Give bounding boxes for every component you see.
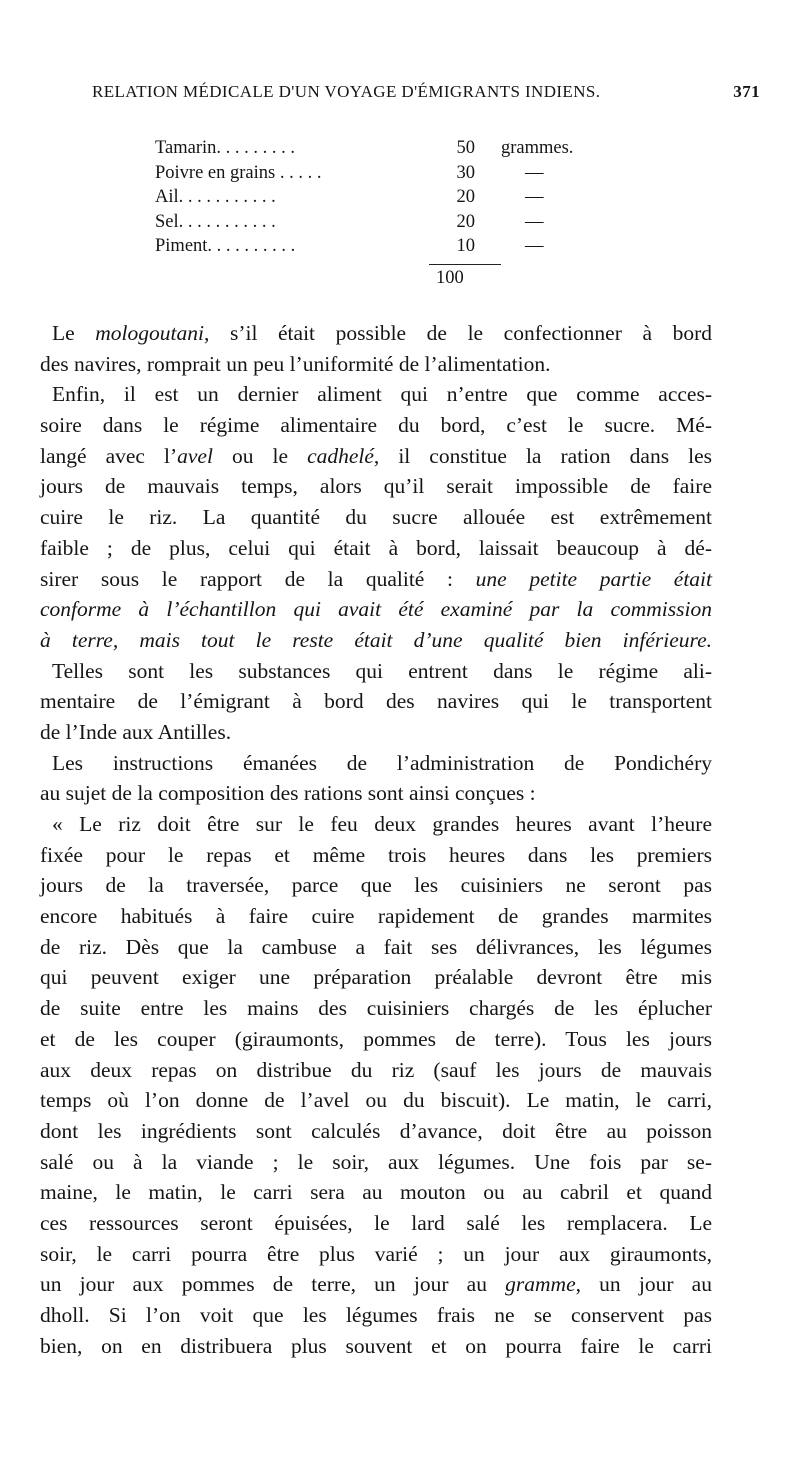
text-line: cuire le riz. La quantité du sucre allouée est extrêmement bbox=[40, 505, 712, 530]
ingredient-row bbox=[155, 161, 595, 186]
text-line: au sujet de la composition des rations sont ainsi conçues : bbox=[40, 781, 536, 806]
text-line: « Le riz doit être sur le feu deux grandes heures avant l’heure bbox=[52, 812, 712, 836]
ingredient-name: Sel. . . . . . . . . . . bbox=[155, 211, 276, 232]
ingredient-quantity: 30 bbox=[456, 162, 475, 183]
text-line: Le mologoutani, s’il était possible de le confectionner à bord bbox=[52, 321, 712, 345]
ingredient-row bbox=[155, 234, 595, 259]
ingredient-name: Piment. . . . . . . . . . bbox=[155, 236, 296, 256]
text-line: à terre, mais tout le reste était d’une qualité bien inférieure. bbox=[40, 627, 712, 652]
text-line: de riz. Dès que la cambuse a fait ses délivrances, les légumes bbox=[40, 934, 712, 959]
ingredient-name: Poivre en grains . . . . . bbox=[155, 162, 322, 183]
ingredient-unit: — bbox=[525, 187, 544, 207]
text-line: sirer sous le rapport de la qualité : une petite partie était bbox=[40, 566, 712, 591]
ingredient-row bbox=[155, 210, 595, 235]
running-title: RELATION MÉDICALE D'UN VOYAGE D'ÉMIGRANTS INDIENS. bbox=[92, 82, 601, 101]
ingredient-quantity: 20 bbox=[456, 211, 475, 232]
text-line: Enfin, il est un dernier aliment qui n’entre que comme acces- bbox=[52, 382, 712, 407]
ingredient-name: Tamarin. . . . . . . . . bbox=[155, 138, 295, 158]
text-line: soir, le carri pourra être plus varié ; un jour aux giraumonts, bbox=[40, 1241, 712, 1266]
total-value: 100 bbox=[436, 268, 464, 288]
ingredient-quantity: 10 bbox=[456, 236, 475, 256]
text-line: fixée pour le repas et même trois heures dans les premiers bbox=[40, 842, 712, 867]
text-line: qui peuvent exiger une préparation préalable devront être mis bbox=[40, 965, 712, 990]
ingredient-name: Ail. . . . . . . . . . . bbox=[155, 187, 276, 207]
text-line: Les instructions émanées de l’administration de Pondichéry bbox=[52, 750, 712, 775]
text-line: ces ressources seront épuisées, le lard salé les remplacera. Le bbox=[40, 1210, 712, 1235]
ingredient-row bbox=[155, 136, 595, 161]
text-line: jours de la traversée, parce que les cuisiniers ne seront pas bbox=[40, 873, 712, 898]
ingredient-quantity: 50 bbox=[456, 138, 475, 158]
text-line: jours de mauvais temps, alors qu’il serait impossible de faire bbox=[40, 474, 712, 499]
text-line: faible ; de plus, celui qui était à bord, laissait beaucoup à dé- bbox=[40, 535, 712, 560]
ingredient-row bbox=[155, 185, 595, 210]
text-line: dont les ingrédients sont calculés d’avance, doit être au poisson bbox=[40, 1118, 712, 1143]
ingredient-quantity: 20 bbox=[456, 187, 475, 207]
text-line: langé avec l’avel ou le cadhelé, il constitue la ration dans les bbox=[40, 443, 712, 468]
text-line: bien, on en distribuera plus souvent et on pourra faire le carri bbox=[40, 1333, 712, 1358]
text-line: un jour aux pommes de terre, un jour au gramme, un jour au bbox=[40, 1272, 712, 1297]
text-line: de l’Inde aux Antilles. bbox=[40, 719, 232, 744]
text-line: aux deux repas on distribue du riz (sauf les jours de mauvais bbox=[40, 1057, 712, 1082]
text-line: conforme à l’échantillon qui avait été examiné par la commission bbox=[40, 597, 712, 622]
text-line: de suite entre les mains des cuisiniers chargés de les éplucher bbox=[40, 996, 712, 1021]
ingredient-unit: — bbox=[525, 236, 544, 256]
text-line: encore habitués à faire cuire rapidement de grandes marmites bbox=[40, 904, 712, 929]
text-line: salé ou à la viande ; le soir, aux légumes. Une fois par se- bbox=[40, 1149, 712, 1174]
running-header bbox=[92, 82, 760, 102]
text-line: Telles sont les substances qui entrent dans le régime ali- bbox=[52, 658, 712, 683]
page-number: 371 bbox=[733, 82, 760, 101]
text-line: temps où l’on donne de l’avel ou du biscuit). Le matin, le carri, bbox=[40, 1088, 712, 1113]
body-text bbox=[40, 318, 712, 1361]
text-line: soire dans le régime alimentaire du bord, c’est le sucre. Mé- bbox=[40, 413, 712, 438]
ingredient-unit: — bbox=[525, 162, 544, 183]
text-line: dholl. Si l’on voit que les légumes frais ne se conservent pas bbox=[40, 1303, 712, 1327]
text-line: mentaire de l’émigrant à bord des navires qui le transportent bbox=[40, 689, 712, 714]
text-line: des navires, romprait un peu l’uniformité de l’alimentation. bbox=[40, 351, 551, 376]
ingredient-unit: grammes. bbox=[501, 138, 574, 158]
ingredient-table bbox=[155, 136, 595, 259]
ingredient-unit: — bbox=[525, 211, 544, 232]
total-rule bbox=[429, 264, 501, 265]
text-line: maine, le matin, le carri sera au mouton ou au cabril et quand bbox=[40, 1180, 712, 1205]
text-line: et de les couper (giraumonts, pommes de terre). Tous les jours bbox=[40, 1026, 712, 1051]
